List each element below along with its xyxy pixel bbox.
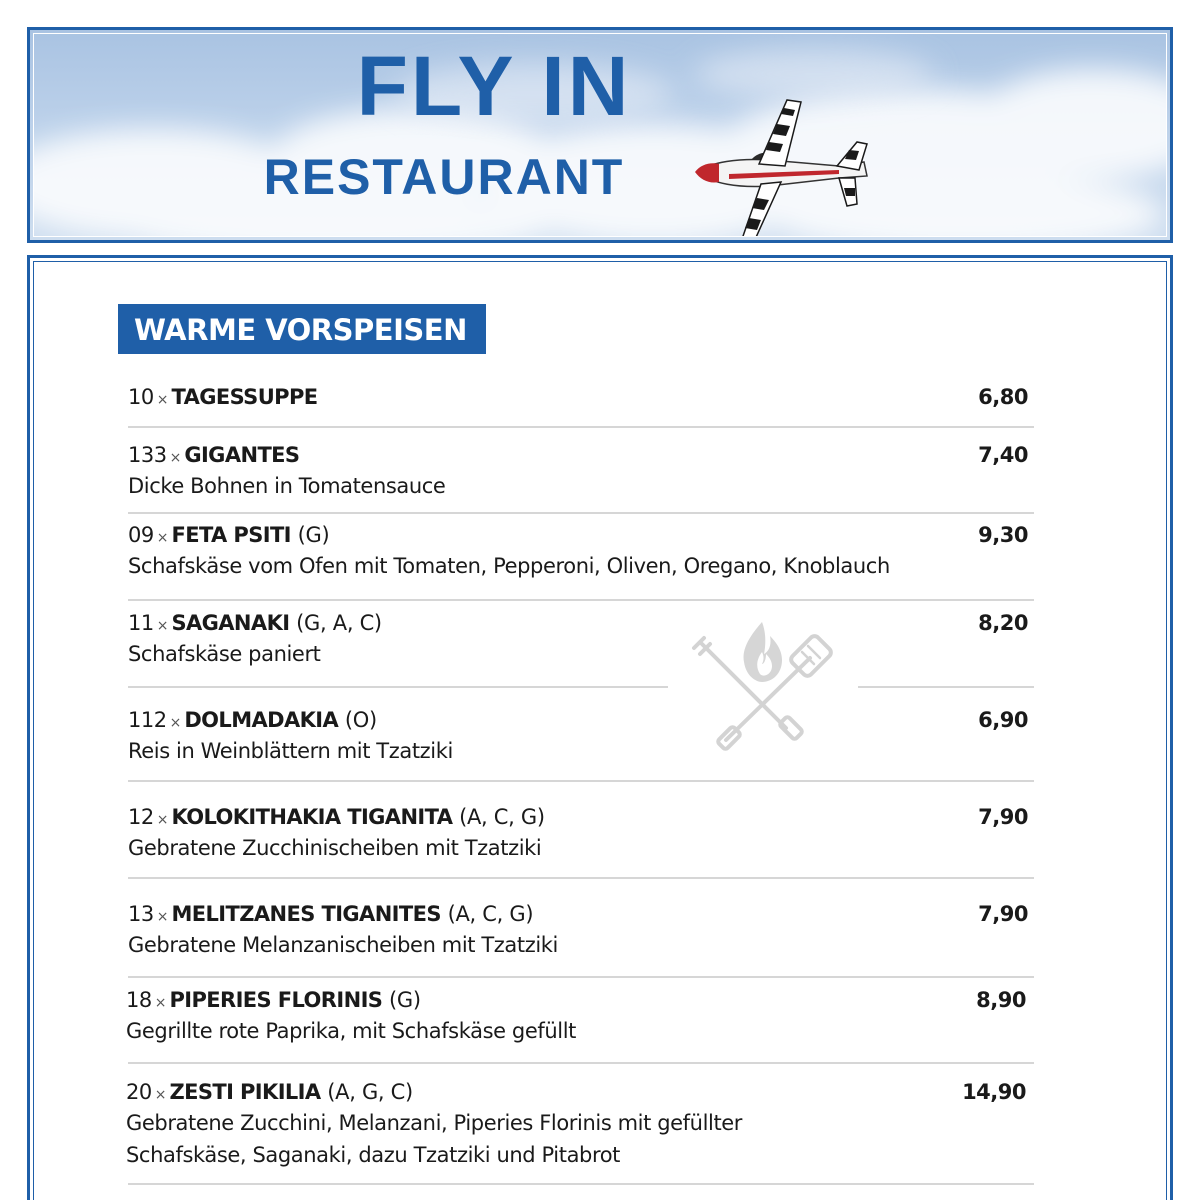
divider [128, 599, 1034, 601]
menu-item [128, 802, 1028, 864]
header-banner [27, 27, 1173, 243]
item-allergens: (A, C, G) [459, 805, 545, 829]
item-allergens: (O) [344, 708, 377, 732]
item-number: 11 [128, 611, 154, 635]
item-price: 6,80 [978, 385, 1028, 409]
menu-item [128, 382, 1028, 412]
menu-item [128, 608, 1028, 670]
item-name: DOLMADAKIA [184, 708, 339, 732]
item-number: 10 [128, 385, 154, 409]
menu-item [126, 1077, 1026, 1171]
item-price: 9,30 [978, 523, 1028, 547]
cross-mark-icon: × [156, 530, 169, 546]
divider [128, 780, 1034, 782]
item-allergens: (G, A, C) [296, 611, 382, 635]
item-number: 133 [128, 443, 167, 467]
item-allergens: (A, C, G) [447, 902, 534, 926]
cross-mark-icon: × [156, 812, 169, 828]
cross-mark-icon: × [156, 909, 169, 925]
item-price: 8,90 [976, 988, 1026, 1012]
item-description: Dicke Bohnen in Tomatensauce [128, 474, 446, 498]
item-name: KOLOKITHAKIA TIGANITA [171, 805, 453, 829]
item-number: 13 [128, 902, 154, 926]
divider [128, 1062, 1034, 1064]
cross-mark-icon: × [154, 1087, 167, 1103]
divider [128, 877, 1034, 879]
item-name: PIPERIES FLORINIS [169, 988, 383, 1012]
item-description: Gebratene Zucchini, Melanzani, Piperies Florinis mit gefüllter Schafskäse, Saganaki, dazu Tzatziki und Pitabrot [126, 1111, 743, 1167]
item-description: Reis in Weinblättern mit Tzatziki [128, 739, 453, 763]
item-description: Gegrillte rote Paprika, mit Schafskäse gefüllt [126, 1019, 576, 1043]
item-allergens: (G) [297, 523, 330, 547]
item-price: 8,20 [978, 611, 1028, 635]
divider [128, 1183, 1034, 1185]
item-number: 20 [126, 1080, 152, 1104]
banner-sky [33, 33, 1167, 237]
item-price: 7,90 [978, 805, 1028, 829]
item-name: TAGESSUPPE [171, 385, 318, 409]
airplane-icon [689, 94, 889, 237]
item-name: FETA PSITI [171, 523, 291, 547]
item-name: MELITZANES TIGANITES [171, 902, 441, 926]
item-allergens: (A, G, C) [327, 1080, 413, 1104]
menu-item [128, 899, 1028, 961]
item-description: Schafskäse vom Ofen mit Tomaten, Pepperoni, Oliven, Oregano, Knoblauch [128, 554, 890, 578]
item-name: SAGANAKI [171, 611, 290, 635]
menu-item [126, 985, 1026, 1047]
item-description: Gebratene Zucchinischeiben mit Tzatziki [128, 836, 542, 860]
divider [858, 686, 1034, 688]
item-description: Gebratene Melanzanischeiben mit Tzatziki [128, 933, 558, 957]
item-price: 7,90 [978, 902, 1028, 926]
item-price: 14,90 [962, 1080, 1026, 1104]
cross-mark-icon: × [169, 450, 182, 466]
item-name: ZESTI PIKILIA [169, 1080, 321, 1104]
divider [128, 976, 1034, 978]
item-number: 09 [128, 523, 154, 547]
cross-mark-icon: × [156, 618, 169, 634]
item-description: Schafskäse paniert [128, 642, 321, 666]
cross-mark-icon: × [169, 715, 182, 731]
item-number: 18 [126, 988, 152, 1012]
brand-title-top: FLY IN [356, 39, 632, 133]
brand-title-bottom: RESTAURANT [263, 149, 625, 205]
item-number: 12 [128, 805, 154, 829]
section-title: WARME VORSPEISEN [118, 304, 486, 354]
divider [128, 426, 1034, 428]
item-allergens: (G) [389, 988, 421, 1012]
menu-item [128, 440, 1028, 502]
item-price: 6,90 [978, 708, 1028, 732]
cross-mark-icon: × [154, 995, 167, 1011]
divider [128, 686, 668, 688]
item-number: 112 [128, 708, 167, 732]
item-price: 7,40 [978, 443, 1028, 467]
menu-item [128, 705, 1028, 767]
item-name: GIGANTES [184, 443, 300, 467]
divider [128, 512, 1034, 514]
menu-item [128, 520, 1028, 582]
cross-mark-icon: × [156, 392, 169, 408]
